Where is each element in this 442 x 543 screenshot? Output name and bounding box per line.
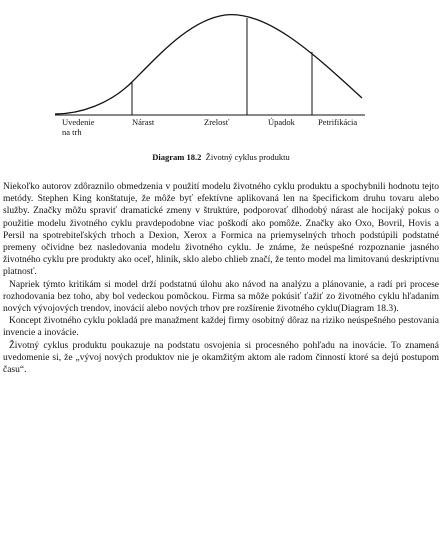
life-cycle-curve bbox=[55, 15, 362, 114]
paragraph-4: Životný cyklus produktu poukazuje na podstatu osvojenia si procesného pohľadu na inovácie. To znamená uvedomenie si, že „vývoj nových produktov nie je okamžitým aktom ale radom činností ktoré sa dejú postupom času“. bbox=[3, 340, 439, 376]
stage-label-petrification: Petrifikácia bbox=[318, 117, 358, 127]
paragraph-3: Koncept životného cyklu pokladá pre manažment každej firmy osobitný dôraz na riziko neúspešného pestovania invencie a inovácie. bbox=[3, 316, 439, 339]
stage-label-growth: Nárast bbox=[132, 117, 155, 127]
stage-label-introduction: Uvedenie na trh bbox=[62, 117, 95, 137]
body-text bbox=[3, 181, 439, 376]
caption-text: Životný cyklus produktu bbox=[205, 152, 290, 162]
stage-label-maturity: Zrelosť bbox=[204, 117, 230, 127]
product-life-cycle-diagram bbox=[0, 0, 442, 175]
paragraph-2: Napriek týmto kritikám si model drží podstatnú úlohu ako návod na analýzu a plánovanie, a radí pri procese rozhodovania bez toho, aby bol vedeckou pomôckou. Firma sa môže pokúsiť ťažiť zo životného cyklu hľadaním nových vývojových trendov, inovácií alebo nových trhov pre rozšírenie životného cyklu(Diagram 18.3). bbox=[3, 279, 439, 315]
diagram-figure bbox=[0, 0, 442, 175]
paragraph-1: Niekoľko autorov zdôraznilo obmedzenia v použití modelu životného cyklu produktu a spochybnili hodnotu tejto metódy. Stephen King konštatuje, že môže byť efektívne aplikovaná len na špecifickom druhu tovaru alebo služby. Značky môžu spraviť dramatické zmeny v štruktúre, podporovať dlhodobý nárast ale hocijaký pokus o použitie modelu životného cyklu pravdepodobne viac poškodí ako pomôže. Značky ako Oxo, Bovril, Hovis a Persil na spotrebiteľských trhoch a Dexion, Xerox a Formica na priemyselných trhoch podstúpili podstatné premeny očividne bez nasledovania modelu životného cyklu. Je známe, že neúspešné rozpoznanie jasného životného cyklu pre produkty ako oceľ, hliník, sklo alebo chlieb značí, že tento model ma limitovanú deskriptívnu platnosť. bbox=[3, 182, 439, 278]
stage-label-decline: Úpadok bbox=[268, 117, 295, 127]
diagram-caption bbox=[0, 152, 442, 162]
caption-number: Diagram 18.2 bbox=[152, 152, 202, 162]
